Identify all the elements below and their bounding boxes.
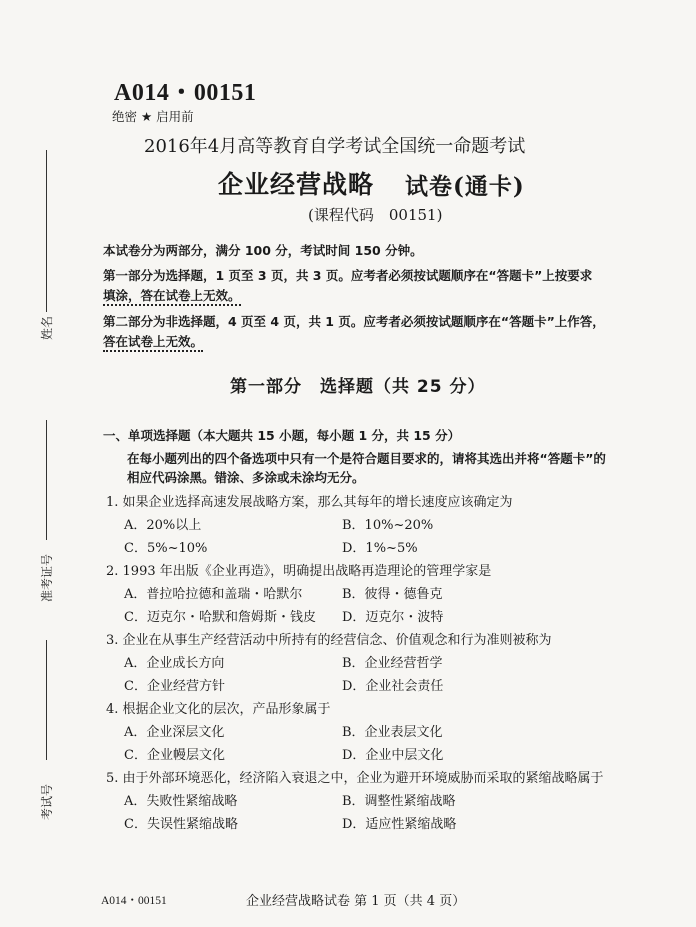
option-c: C．企业幔层文化 [124,748,225,763]
dotted-text: 答在试卷上无效。 [103,334,203,352]
option-d: D．企业中层文化 [342,748,444,763]
section-instruction: 相应代码涂黑。错涂、多涂或未涂均无分。 [127,470,365,485]
option-d: D．1%~5% [342,541,418,556]
paper-type: 试卷(通卡) [405,173,525,200]
part-one-title: 第一部分 选择题（共 25 分） [230,377,486,397]
option-d: D．适应性紧缩战略 [342,817,457,832]
option-b: B．彼得・德鲁克 [342,587,443,602]
side-label-name: 姓名 [40,315,54,340]
side-line-name [46,150,47,312]
footer-code: A014・00151 [101,895,167,907]
option-a: A．普拉哈拉德和盖瑞・哈默尔 [124,587,303,602]
section-heading: 一、单项选择题（本大题共 15 小题，每小题 1 分，共 15 分） [103,428,461,443]
secret-mark: 绝密 ★ 启用前 [112,109,194,124]
footer-page-number: 企业经营战略试卷 第 1 页（共 4 页） [246,894,466,909]
question-stem: 3. 企业在从事生产经营活动中所持有的经营信念、价值观念和行为准则被称为 [106,633,552,648]
side-label-id: 准考证号 [40,553,54,602]
exam-title: 2016年4月高等教育自学考试全国统一命题考试 [144,136,526,157]
intro-line-1: 本试卷分为两部分，满分 100 分，考试时间 150 分钟。 [103,243,423,258]
option-a: A．失败性紧缩战略 [124,794,238,809]
subject-title: 企业经营战略 [218,170,375,199]
question-stem: 1. 如果企业选择高速发展战略方案，那么其每年的增长速度应该确定为 [106,495,513,510]
option-b: B．10%~20% [342,518,434,533]
side-line-id [46,420,47,540]
option-b: B．企业表层文化 [342,725,443,740]
section-instruction: 在每小题列出的四个备选项中只有一个是符合题目要求的，请将其选出并将“答题卡”的 [127,451,606,466]
option-c: C．失误性紧缩战略 [124,817,238,832]
course-code: (课程代码 00151) [308,206,443,224]
option-c: C．迈克尔・哈默和詹姆斯・钱皮 [124,610,316,625]
dotted-text: 填涂，答在试卷上无效。 [103,288,241,306]
option-a: A．20%以上 [124,518,202,533]
question-stem: 5. 由于外部环境恶化，经济陷入衰退之中，企业为避开环境威胁而采取的紧缩战略属于 [106,771,604,786]
intro-line-3 [103,286,241,304]
exam-code: A014・00151 [114,80,257,106]
question-stem: 2. 1993 年出版《企业再造》，明确提出战略再造理论的管理学家是 [106,564,492,579]
question-stem: 4. 根据企业文化的层次，产品形象属于 [106,702,331,717]
side-line-room [46,640,47,760]
option-c: C．企业经营方针 [124,679,225,694]
option-c: C．5%~10% [124,541,208,556]
intro-line-5 [103,332,203,350]
option-a: A．企业成长方向 [124,656,225,671]
option-a: A．企业深层文化 [124,725,225,740]
option-d: D．企业社会责任 [342,679,444,694]
option-b: B．企业经营哲学 [342,656,443,671]
intro-line-2: 第一部分为选择题，1 页至 3 页，共 3 页。应考者必须按试题顺序在“答题卡”上按要求 [103,268,593,283]
side-label-room: 考试号 [40,783,54,820]
intro-line-4: 第二部分为非选择题，4 页至 4 页，共 1 页。应考者必须按试题顺序在“答题卡”上作答， [103,314,605,329]
option-b: B．调整性紧缩战略 [342,794,456,809]
option-d: D．迈克尔・波特 [342,610,444,625]
